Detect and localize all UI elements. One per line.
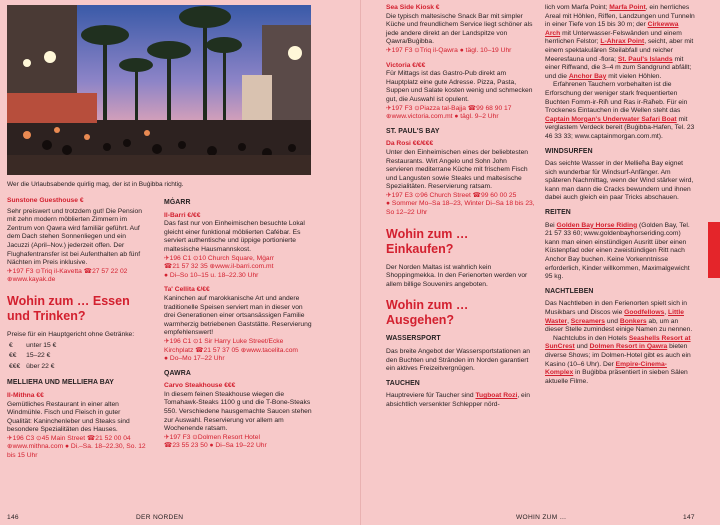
ilbarri-title: Il-Barri €/€€ (164, 211, 201, 219)
sunstone-text: Sehr preiswert und trotzdem gut! Die Pension mit zehn modern möblierten Zimmern im Zentrum von Qawra wird familiär geführt. Auf dem Dach stehen Sonnenliegen und ein Jacuzzi (April–Nov.) jederzeit offen. Der Flughafentransfer ist bei Aufenthalten ab fünf Nächten im Preis inklusive. (7, 207, 142, 267)
darosi-address: ✈197 E3 ⊙96 Church Street ☎99 60 00 25 (386, 191, 517, 199)
section-nachtleben: NACHTLEBEN (545, 287, 594, 295)
bonkers-link[interactable]: Bonkers (619, 317, 647, 325)
price-intro: Preise für ein Hauptgericht ohne Getränke: (7, 330, 135, 338)
marfa-point-link[interactable]: Marfa Point (609, 4, 646, 11)
text-span: Bei (545, 221, 557, 229)
text-span: , (664, 309, 669, 316)
einkaufen-heading: Wohin zum … Einkaufen? (386, 226, 469, 256)
section-windsurfen: WINDSURFEN (545, 147, 593, 155)
darosi-text: Unter den Einheimischen eines der beliebtesten Restaurants. Wirt Angelo und Sohn John servieren mediterrane Küche mit frischem Fisch und Langusten sowie Steaks und maltesische Spezialitäten. Reservierung ratsam. (386, 148, 529, 191)
dolmen-resort-link[interactable]: Dolmen Resort in Qawra (589, 343, 668, 351)
windsurfen-text: Das seichte Wasser in der Mellieħa Bay eignet sich wunderbar für Windsurf-Anfänger. Am späteren Nachmittag, wenn der Wind stärker wird, kann man dann die Cracks bewundern und ihnen dabei auch gleich ein paar Tricks abschauen. (545, 160, 694, 202)
darosi-title: Da Rosi €€/€€€ (386, 140, 434, 148)
price-legend (7, 340, 62, 374)
victoria-text: Für Mittags ist das Gastro-Pub direkt am Hauptplatz eine gute Adresse. Pizza, Pasta, Suppen und Salate kosten wenig und schmecken gut, die Auswahl ist opulent. (386, 70, 533, 103)
right-column-2 (545, 4, 695, 388)
page-number-right: 147 (683, 514, 695, 521)
text-span: (Golden Bay, Tel. 21 57 33 60; www.goldenbayhorseriding.com) kann man einen einstündigen Ausritt über einen Küstenpfad oder einen zweistündigen Ritt nach Anchor Bay buchen. Keine Vorkenntnisse erforderlich, Kinder willkommen, Maximalgewicht 95 kg. (545, 221, 690, 281)
diving-spots-text (545, 4, 695, 81)
sunstone-web: ⊕www.kayak.de (7, 276, 56, 284)
nightclubs-text (545, 335, 695, 387)
tacellita-hours: ● Do–Mo 17–22 Uhr (164, 355, 225, 363)
captain-morgan-link[interactable]: Captain Morgan's Underwater Safari Boat (545, 115, 677, 123)
price-row (9, 363, 60, 372)
victoria-title: Victoria €/€€ (386, 61, 426, 69)
text-span: mit vielen Höhlen. (606, 72, 662, 80)
cirkewwa-arch-link[interactable]: Cirkewwa Arch (545, 21, 679, 37)
carvo-text: In diesem feinen Steakhouse wiegen die Tomahawk-Steaks 1100 g und die T-Bone-Steaks 550. Verschiedene hausgemachte Saucen stehen zur Auswahl. Reservierung vor allem am Wochenende ratsam. (164, 390, 312, 433)
page-number-left: 146 (7, 514, 19, 521)
wassersport-text: Das breite Angebot der Wassersportstationen an den Buchten und Stränden im Norden garantiert ein aktives Freizeitvergnügen. (386, 348, 530, 373)
text-span: mit verglastem Verdeck bereit (Buġibba-Hafen, Tel. 23 46 33 33; www.captainmorgan.com.mt). (545, 115, 695, 140)
golden-bay-horse-riding-link[interactable]: Golden Bay Horse Riding (556, 221, 638, 229)
text-span: , seicht, aber mit einem spektakulären Steilabfall und reicher Meeresfauna und -flora; (545, 38, 694, 63)
section-reiten: REITEN (545, 209, 571, 217)
price-symbol: €€€ (9, 362, 21, 370)
anchor-bay-link[interactable]: Anchor Bay (568, 72, 607, 80)
text-span: Erfahrenen Tauchern vorbehalten ist die Erforschung der weniger stark frequentierten Buchten Fomm-ir-Riħ und Ras ir-Raħeb. Für ein Trockenes Eintauchen in die Wellen steht das (545, 81, 688, 115)
carvo-address: ✈197 F3 ⊙Dolmen Resort Hotel (164, 433, 260, 441)
nachtleben-text (545, 300, 695, 334)
ilbarri-address: ✈196 C1 ⊙10 Church Square, Mġarr (164, 254, 275, 262)
ilbarri-hours: ● Di–So 10–15 u. 18–22.30 Uhr (164, 271, 259, 279)
ausgehen-heading: Wohin zum … Ausgehen? (386, 298, 469, 328)
shop-text: Der Norden Maltas ist wahrlich kein Shoppingmekka. In den Ferienorten werden vor allem billige Souvenirs angeboten. (386, 263, 528, 288)
tauchen-text-b: , ein absichtlich versenkter Schlepper nörd- (386, 392, 530, 408)
seaside-text: Die typisch maltesische Snack Bar mit simpler Küche und freundlichem Service liegt schöner als jede andere direkt an der Landspitze von Qawra/Buġibba. (386, 12, 533, 46)
text-span: ab, um an dieser Stelle zumindest einige Namen zu nennen. (545, 317, 693, 334)
price-range: 15–22 € (26, 352, 51, 360)
text-span: und (574, 343, 590, 351)
section-wassersport: WASSERSPORT (386, 335, 441, 343)
ilmithna-title: Il-Mithna €€ (7, 391, 44, 399)
essen-heading: Wohin zum … Essen und Trinken? (7, 293, 130, 323)
street-night-photo (7, 5, 311, 175)
carvo-title: Carvo Steakhouse €€€ (164, 382, 236, 390)
tacellita-address: ✈196 C1 ⊙1 Sir Harry Luke Street/Ecke Kirchplatz ☎21 57 37 05 ⊕www.tacelita.com (164, 337, 298, 354)
ilbarri-phone: ☎21 57 32 35 ⊕www.il-barri.com.mt (164, 263, 274, 271)
right-page (360, 0, 720, 525)
text-span: mit Unterwasser-Felswänden und einem herrlichen Felstor; (545, 29, 682, 46)
section-mgarr: MĠARR (164, 199, 191, 206)
ilmithna-info: ✈196 C3 ⊙45 Main Street ☎21 52 00 04 (7, 434, 131, 442)
price-row (9, 342, 60, 351)
sunstone-title: Sunstone Guesthouse € (7, 197, 84, 204)
price-symbol: €€ (9, 352, 17, 360)
price-symbol: € (9, 341, 13, 349)
tacellita-title: Ta' Cellita €/€€ (164, 286, 210, 294)
tauchen-text-a: Hauptreviere für Taucher sind (386, 392, 476, 400)
running-footer-right: WOHIN ZUM … (516, 514, 567, 521)
right-column-1 (386, 4, 536, 412)
section-mellieha: MELLIEĦA UND MELLIEĦA BAY (7, 379, 115, 387)
price-range: über 22 € (26, 362, 55, 370)
text-span: in Buġibba präsentiert in sieben Sälen aktuelle Filme. (545, 369, 688, 385)
seashells-resort-link[interactable]: Seashells Resort at SunCrest (545, 334, 691, 351)
chapter-tab-marker (708, 222, 720, 278)
seaside-info: ✈197 F3 ⊙Triq il-Qawra ● tägl. 10–19 Uhr (386, 46, 512, 54)
text-span: und (605, 317, 620, 325)
goodfellows-link[interactable]: Goodfellows (624, 309, 665, 316)
ilmithna-hours: ⊕www.mithna.com ● Di.–Sa. 18–22.30, So. 12 bis 15 Uhr (7, 443, 146, 460)
carvo-hours: ☎23 55 23 50 ● Di–Sa 19–22 Uhr (164, 442, 267, 450)
price-row (9, 352, 60, 361)
tacellita-text: Kaninchen auf marokkanische Art und andere traditionelle Speisen serviert man in dieser von drei Generationen einer ortsansässigen Familie warmherzig betriebenen Gaststätte. Reservierung empfehlenswert! (164, 294, 312, 337)
little-waster-link[interactable]: Little Waster (545, 309, 684, 325)
reiten-text (545, 222, 695, 282)
empire-cinema-link[interactable]: Empire-Cinema-Komplex (545, 360, 667, 377)
section-qawra: QAWRA (164, 369, 191, 377)
seaside-title: Sea Side Kiosk € (386, 4, 440, 11)
sunstone-info: ✈197 F3 ⊙Triq il-Kavetta ☎27 57 22 02 (7, 267, 128, 275)
tauchen-text (386, 392, 536, 409)
l-ahrax-point-link[interactable]: L-Ahrax Point (600, 38, 645, 46)
tugboat-rozi-link[interactable]: Tugboat Rozi (475, 392, 518, 400)
section-tauchen: TAUCHEN (386, 379, 420, 387)
text-span: bieten diverse Shows; im Dolmen-Hotel gibt es auch ein Kasino (10–6 Uhr). Der (545, 343, 691, 368)
experienced-divers-text (545, 81, 695, 141)
darosi-hours: ● Sommer Mo–Sa 18–23, Winter Di–Sa 18 bis 23, So 12–22 Uhr (386, 200, 535, 217)
text-span: mit einer Riffwand, die 3–4 m zum Sandgrund abfällt; und die (545, 55, 692, 80)
photo-caption: Wer die Urlaubsabende quirlig mag, der ist in Buġibba richtig. (7, 181, 184, 188)
section-stpauls: ST. PAUL'S BAY (386, 127, 440, 135)
left-column-1 (7, 197, 147, 463)
price-range: unter 15 € (26, 341, 57, 349)
text-span: , (567, 317, 571, 325)
victoria-web: ⊕www.victoria.com.mt ● tägl. 9–2 Uhr (386, 113, 499, 121)
text-span: lich vom Marfa Point; (545, 4, 610, 11)
running-footer-left: DER NORDEN (136, 514, 184, 521)
text-span: Nachtclubs in den Hotels (553, 334, 629, 342)
st-pauls-islands-link[interactable]: St. Paul's Islands (617, 55, 673, 63)
victoria-info: ✈197 F3 ⊙Piazza tal-Bajja ☎99 68 90 17 (386, 104, 512, 112)
screamers-link[interactable]: Screamers (570, 317, 605, 325)
ilmithna-text: Gemütliches Restaurant in einer alten Windmühle. Fisch und Fleisch in guter Qualität: Kaninchenleber und Steaks sind besondere Spezialitäten des Hauses. (7, 400, 130, 434)
text-span: , ein herrliches Areal mit Höhlen, Riffen, Landzungen und Tunneln in einer Tiefe von 15 bis 30 m; der (545, 4, 695, 29)
text-span: Das Nachtleben in den Ferienorten spielt sich in Musikbars und Discos wie (545, 300, 688, 316)
left-column-2 (164, 197, 312, 453)
ilbarri-text: Das fast nur von Einheimischen besuchte Lokal gleicht einer funktional möblierten Cafébar. Es serviert authentische und üppige portionierte maltesische Hausmannskost. (164, 220, 305, 253)
